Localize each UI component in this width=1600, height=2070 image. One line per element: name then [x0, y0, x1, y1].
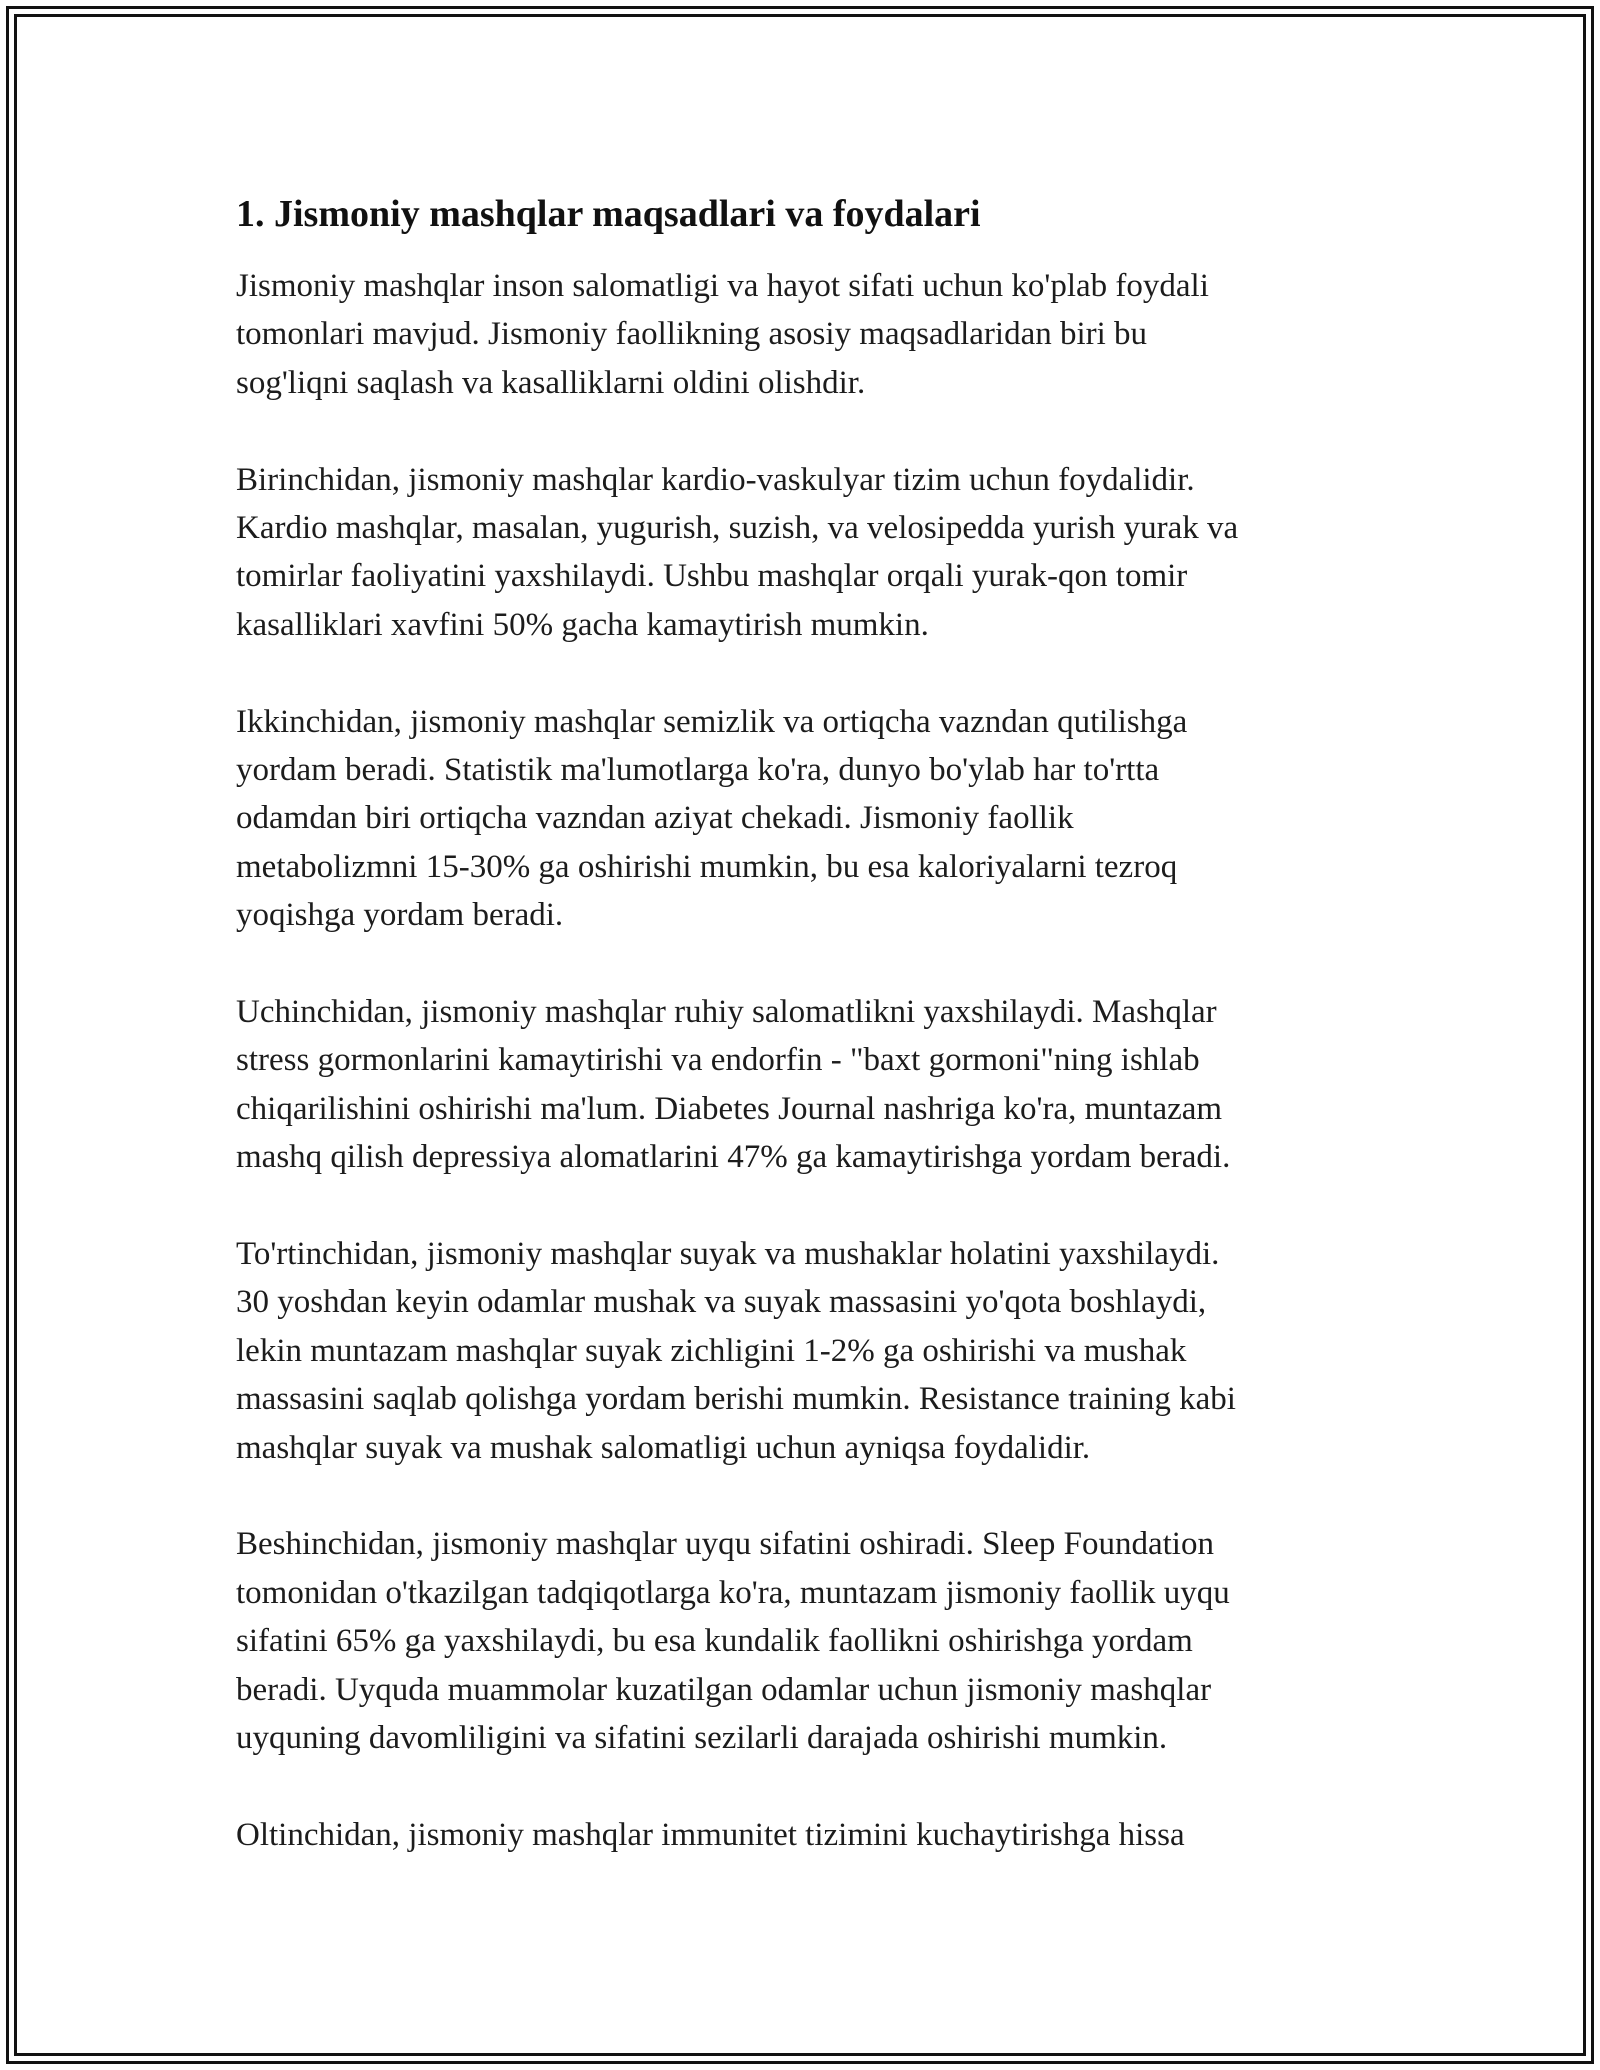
paragraph-sleep: Beshinchidan, jismoniy mashqlar uyqu sifatini oshiradi. Sleep Foundation tomonidan o'tkazilgan tadqiqotlarga ko'ra, muntazam jismoniy faollik uyqu sifatini 65% ga yaxshilaydi, bu esa kundalik faollikni oshirishga yordam beradi. Uyquda muammolar kuzatilgan odamlar uchun jismoniy mashqlar uyquning davomliligini va sifatini sezilarli darajada oshirishi mumkin.: [236, 1526, 1230, 1757]
section-heading: 1. Jismoniy mashqlar maqsadlari va foydalari: [236, 193, 981, 235]
paragraph-immunity: Oltinchidan, jismoniy mashqlar immunitet tizimini kuchaytirishga hissa: [236, 1816, 1185, 1853]
paragraph-bones-muscles: To'rtinchidan, jismoniy mashqlar suyak va mushaklar holatini yaxshilaydi. 30 yoshdan keyin odamlar mushak va suyak massasini yo'qota boshlaydi, lekin muntazam mashqlar suyak zichligini 1-2% ga oshirishi va mushak massasini saqlab qolishga yordam berishi mumkin. Resistance training kabi mashqlar suyak va mushak salomatligi uchun ayniqsa foydalidir.: [236, 1236, 1236, 1466]
paragraph-weight: Ikkinchidan, jismoniy mashqlar semizlik va ortiqcha vazndan qutilishga yordam beradi. Statistik ma'lumotlarga ko'ra, dunyo bo'ylab har to'rtta odamdan biri ortiqcha vazndan aziyat chekadi. Jismoniy faollik metabolizmni 15-30% ga oshirishi mumkin, bu esa kaloriyalarni tezroq yoqishga yordam beradi.: [236, 703, 1188, 934]
paragraph-intro: Jismoniy mashqlar inson salomatligi va hayot sifati uchun ko'plab foydali tomonlari mavjud. Jismoniy faollikning asosiy maqsadlaridan biri bu sog'liqni saqlash va kasalliklarni oldini olishdir.: [236, 268, 1209, 401]
document-body: [236, 186, 1376, 1908]
paragraph-cardio: Birinchidan, jismoniy mashqlar kardio-vaskulyar tizim uchun foydalidir. Kardio mashqlar, masalan, yugurish, suzish, va velosipedda yurish yurak va tomirlar faoliyatini yaxshilaydi. Ushbu mashqlar orqali yurak-qon tomir kasalliklari xavfini 50% gacha kamaytirish mumkin.: [236, 461, 1239, 643]
paragraph-mental-health: Uchinchidan, jismoniy mashqlar ruhiy salomatlikni yaxshilaydi. Mashqlar stress gormonlarini kamaytirishi va endorfin - "baxt gormoni"ning ishlab chiqarilishini oshirishi ma'lum. Diabetes Journal nashriga ko'ra, muntazam mashq qilish depressiya alomatlarini 47% ga kamaytirishga yordam beradi.: [236, 994, 1231, 1176]
